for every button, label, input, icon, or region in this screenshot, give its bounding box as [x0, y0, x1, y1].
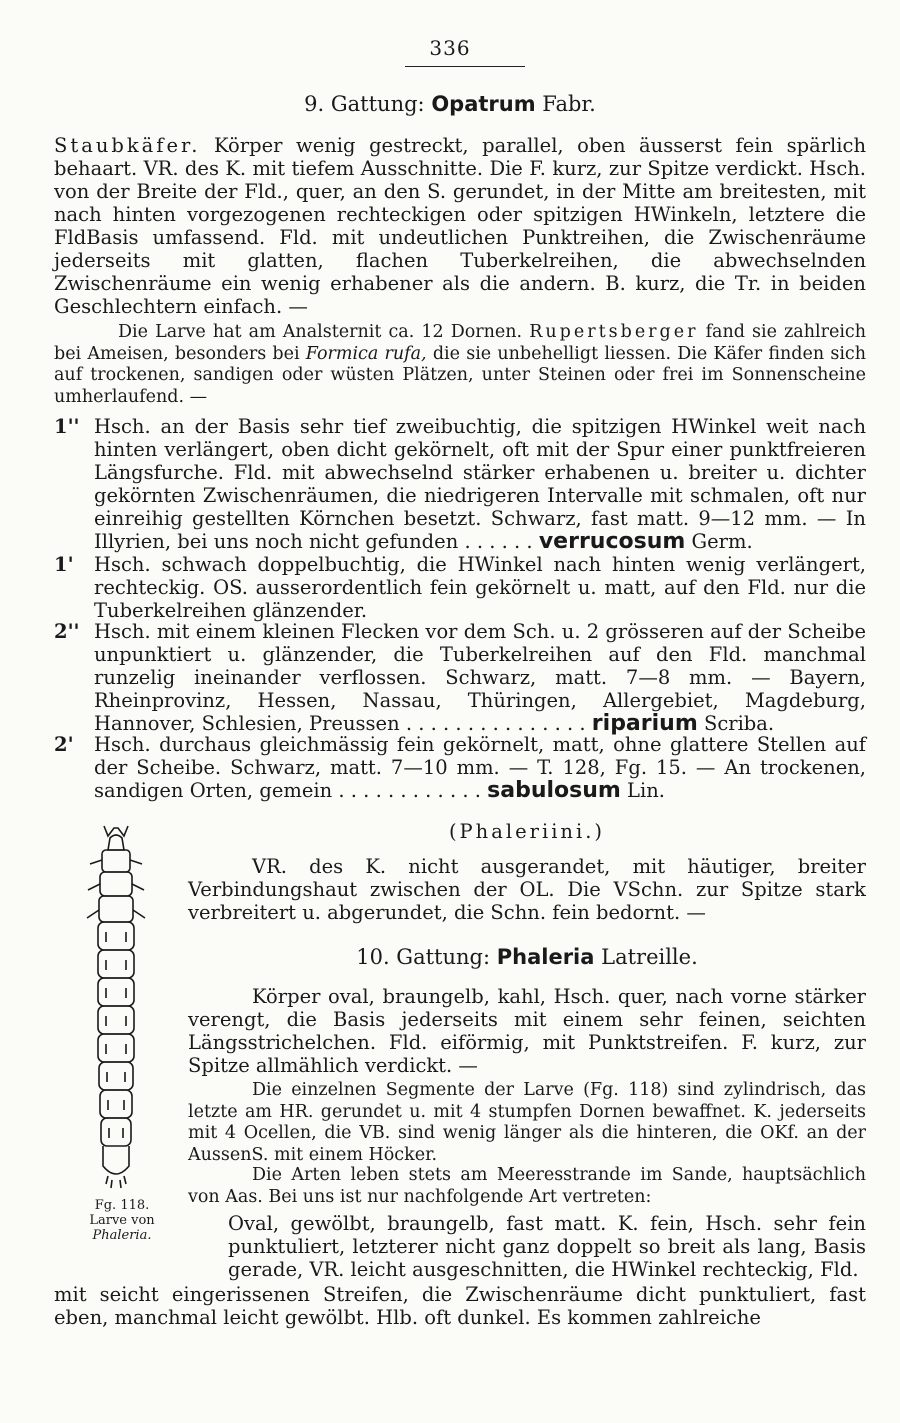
genus-heading-opatrum	[0, 92, 900, 116]
key-text	[94, 553, 866, 622]
species-name: riparium	[591, 711, 698, 736]
key-text	[94, 415, 866, 553]
key-number: 2''	[54, 620, 80, 643]
genus-author: Latreille.	[601, 945, 698, 969]
key-text	[94, 733, 866, 802]
larva-note	[54, 322, 866, 408]
species-author: Germ.	[691, 530, 753, 553]
species-author: Scriba.	[703, 712, 775, 735]
key-description: Hsch. mit einem kleinen Flecken vor dem Sch. u. 2 grösseren auf der Scheibe unpunktiert u. glänzender, die Tuberkelreihen auf den Fld. manchmal runzelig ineinander verflossen. Schwarz, matt. 7—8 mm. — Bayern, Rheinprovinz, Hessen, Nassau, Thüringen, Allergebiet, Magdeburg, Hannover, Schlesien, Preussen . . . . . . . . . . . . . . .	[94, 620, 866, 735]
tribe-name: (Phaleriini.)	[448, 820, 606, 843]
genus-description: Körper oval, braungelb, kahl, Hsch. quer, nach vorne stärker verengt, die Basis jederseits mit einem sehr feinen, seichten Längsstrichelchen. Fld. eiförmig, mit Punktstreifen. F. kurz, zur Spitze allmählich verdickt. —	[188, 985, 866, 1077]
key-number: 1''	[54, 415, 80, 438]
genus-description	[54, 134, 866, 318]
tribe-title	[188, 820, 866, 843]
habitat-note: Die Arten leben stets am Meeresstrande im Sande, hauptsächlich von Aas. Bei uns ist nur nachfolgende Art vertreten:	[188, 1165, 866, 1207]
genus-heading-phaleria	[188, 945, 866, 969]
note-text: die sie unbehelligt liessen. Die Käfer finden sich auf trockenen, sandigen oder wüsten Plätzen, unter Steinen oder frei im Sonnenscheine umherlaufend. —	[54, 343, 866, 407]
header-rule	[405, 66, 525, 67]
larva-illustration	[66, 820, 166, 1200]
note-text: Die Larve hat am Analsternit ca. 12 Dornen.	[118, 322, 523, 342]
genus-name: Phaleria	[496, 945, 595, 969]
species-italic: Formica rufa,	[305, 343, 427, 364]
common-name: Staubkäfer.	[54, 134, 201, 157]
tribe-description: VR. des K. nicht ausgerandet, mit häutiger, breiter Verbindungshaut zwischen der OL. Die VSchn. zur Spitze stark verbreitert u. abgerundet, die Schn. fein bedornt. —	[188, 855, 866, 924]
species-author: Lin.	[627, 779, 665, 802]
key-description: Hsch. an der Basis sehr tief zweibuchtig, die spitzigen HWinkel weit nach hinten verlängert, oben dicht gekörnelt, oft mit der Spur einer punktfreieren Längsfurche. Fld. mit abwechselnd stärker erhabenen u. breiter u. dichter gekörnten Zwischenräumen, die niedrigeren Intervalle mit schmalen, oft nur einreihig gestellten Körnchen besetzt. Schwarz, fast matt. 9—12 mm. — In Illyrien, bei uns noch nicht gefunden . . . . . .	[94, 415, 866, 553]
key-description: Hsch. schwach doppelbuchtig, die HWinkel nach hinten wenig verlängert, rechteckig. OS. ausserordentlich fein gekörnelt u. matt, auf den Fld. nur die Tuberkelreihen glänzender.	[94, 553, 866, 622]
description-text: Körper wenig gestreckt, parallel, oben äusserst fein spärlich behaart. VR. des K. mit tiefem Ausschnitte. Die F. kurz, zur Spitze verdickt. Hsch. von der Breite der Fld., quer, an den S. gerundet, in der Mitte am breitesten, mit nach hinten vorgezogenen rechteckigen oder spitzigen HWinkeln, letztere die FldBasis umfassend. Fld. mit undeutlichen Punktreihen, die Zwischenräume jederseits mit glatten, flachen Tuberkelreihen, die abwechselnden Zwischenräume ein wenig erhabener als die andern. B. kurz, die Tr. in beiden Geschlechtern einfach. —	[54, 134, 866, 318]
key-number: 1'	[54, 553, 74, 576]
genus-prefix: 9. Gattung:	[304, 92, 425, 116]
figure-genus: Phaleria.	[92, 1228, 152, 1243]
species-description-start: Oval, gewölbt, braungelb, fast matt. K. fein, Hsch. sehr fein punktuliert, letzterer nicht ganz doppelt so breit als lang, Basis gerade, VR. leicht ausgeschnitten, die HWinkel rechteckig, Fld.	[228, 1212, 866, 1281]
figure-caption	[66, 1198, 178, 1243]
page-number: 336	[429, 36, 471, 60]
key-description: Hsch. durchaus gleichmässig fein gekörnelt, matt, ohne glattere Stellen auf der Scheibe. Schwarz, matt. 7—10 mm. — T. 128, Fg. 15. — An trockenen, sandigen Orten, gemein . . . . . . . . . . . .	[94, 733, 866, 802]
genus-name: Opatrum	[431, 92, 536, 116]
genus-author: Fabr.	[542, 92, 596, 116]
key-number: 2'	[54, 733, 74, 756]
figure-caption-text: Larve von	[89, 1213, 155, 1228]
larva-note: Die einzelnen Segmente der Larve (Fg. 118) sind zylindrisch, das letzte am HR. gerundet u. mit 4 stumpfen Dornen bewaffnet. K. jederseits mit 4 Ocellen, die VB. sind wenig länger als die hinteren, die OKf. an der AussenS. mit einem Höcker.	[188, 1080, 866, 1165]
genus-prefix: 10. Gattung:	[356, 945, 491, 969]
note-text: fand sie zahlreich bei Ameisen, besonders bei	[54, 322, 866, 364]
species-name: verrucosum	[538, 529, 686, 554]
person-name: Rupertsberger	[529, 322, 699, 342]
figure-label: Fg. 118.	[94, 1198, 150, 1213]
species-name: sabulosum	[487, 778, 621, 803]
species-description-cont: mit seicht eingerissenen Streifen, die Zwischenräume dicht punktuliert, fast eben, manchmal leicht gewölbt. Hlb. oft dunkel. Es kommen zahlreiche	[54, 1283, 866, 1329]
key-text	[94, 620, 866, 735]
